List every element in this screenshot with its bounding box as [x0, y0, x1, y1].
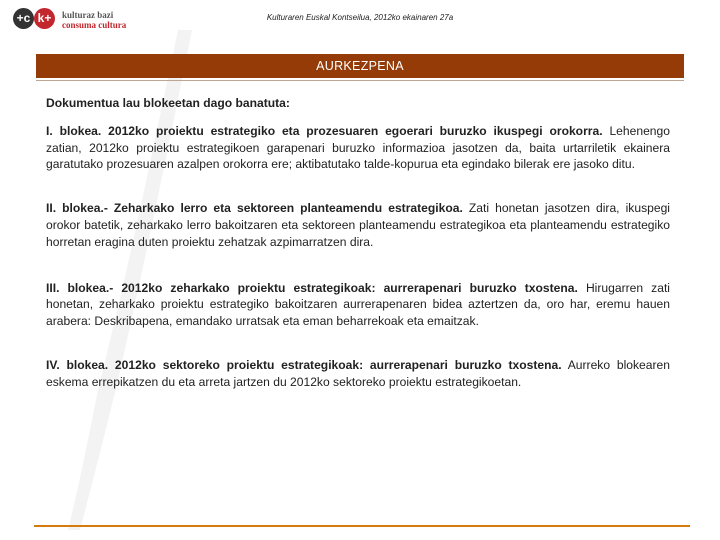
block-1-body: Lehenengo zatian, 2012ko proiektu estrategikoen garapenari buruzko informazioa jasotzen da, baita urtarriletik ekainera garatutako prozesuaren azalpen orokorra ere; aktibatutako talde-kopurua eta egindako bilerak ere jasoko ditu. [46, 123, 670, 172]
block-4-body: Aurreko blokearen eskema errepikatzen du eta arreta jartzen du 2012ko sektoreko proiektu estrategikoetan. [46, 357, 670, 389]
block-4-heading: IV. blokea. 2012ko sektoreko proiektu estrategikoak: aurrerapenari buruzko txostena. [46, 357, 562, 372]
block-3-heading: III. blokea.- 2012ko zeharkako proiektu estrategikoak: aurrerapenari buruzko txostena. [46, 280, 578, 295]
logo-text-spanish: consuma cultura [62, 20, 127, 30]
logo-plus-c-icon: +c [13, 8, 34, 29]
block-3-body: Hirugarren zati honetan, zeharkako proiektu estrategiko bakoitzaren aurrerapenaren bidea aztertzen da, oro har, eremu hauen arabera: Deskribapena, emandako urratsak eta eman beharrekoak eta emaitzak. [46, 280, 670, 329]
block-2 [46, 200, 670, 250]
intro-text: Dokumentua lau blokeetan dago banatuta: [46, 96, 290, 110]
block-4 [46, 357, 670, 391]
logo-k-plus-icon: k+ [34, 8, 55, 29]
page-title: AURKEZPENA [36, 54, 684, 78]
footer-divider [34, 525, 690, 527]
header-subtitle: Kulturaren Euskal Kontseilua, 2012ko ekainaren 27a [266, 13, 454, 22]
block-3 [46, 280, 670, 330]
logo [13, 7, 133, 39]
block-2-heading: II. blokea.- Zeharkako lerro eta sektoreen planteamendu estrategikoa. [46, 201, 463, 216]
block-1 [46, 123, 670, 173]
logo-text-basque: kulturaz bazi [62, 10, 114, 20]
block-1-heading: I. blokea. 2012ko proiektu estrategiko eta prozesuaren egoerari buruzko ikuspegi orokorra. [46, 123, 603, 138]
block-2-body: Zati honetan jasotzen dira, ikuspegi orokor batetik, zeharkako lerro bakoitzaren eta sektoreen planteamendu estrategikoa eta planteamendu estrategiko horretan eragina duten proiektu zehatzak azpimarratzen dira. [46, 201, 670, 249]
content-body [46, 95, 670, 391]
